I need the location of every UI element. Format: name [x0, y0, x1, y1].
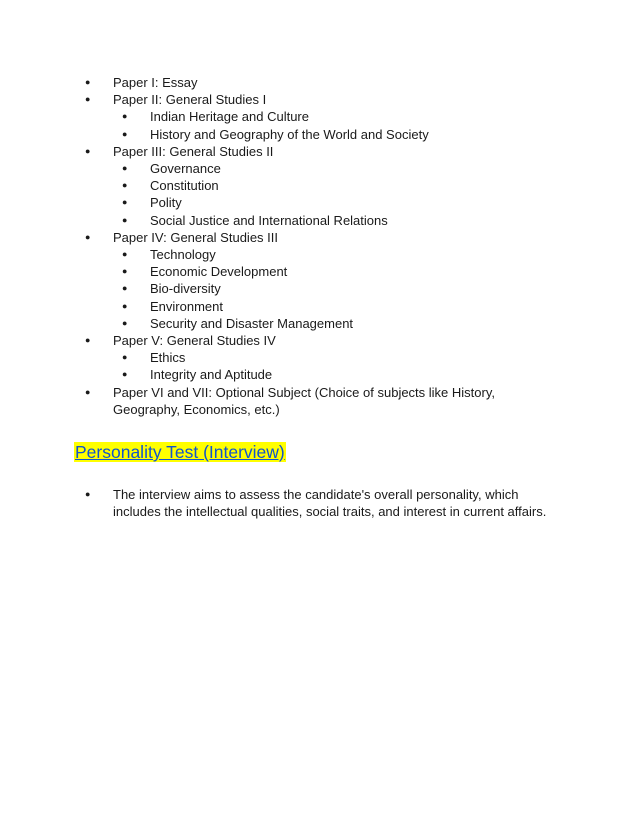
sublist-item: [121, 126, 564, 143]
sublist-paper-2: [84, 108, 564, 142]
list-item-paper-3: [84, 143, 564, 160]
list-item-label: Paper I: Essay: [113, 75, 198, 90]
syllabus-list: [84, 74, 564, 418]
list-item-label: Paper V: General Studies IV: [113, 333, 276, 349]
list-item-paper-5: [84, 332, 564, 349]
list-item-paper-2: [84, 91, 564, 108]
list-item-paper-4: [84, 229, 564, 246]
sublist-item-label: Integrity and Aptitude: [150, 367, 273, 383]
sublist-item-label: Indian Heritage and Culture: [150, 109, 309, 125]
interview-list: [84, 486, 564, 520]
sublist-item-label: Bio-diversity: [150, 281, 221, 297]
sublist-item: [121, 366, 564, 383]
sublist-item: [121, 298, 564, 315]
sublist-item-label: Ethics: [150, 350, 186, 366]
sublist-item: [121, 246, 564, 263]
list-item-label: Paper VI and VII: Optional Subject (Choice of subjects like History, Geography, Economics, etc.): [113, 384, 495, 417]
list-item-paper-1: [84, 74, 564, 91]
sublist-paper-5: [84, 349, 564, 383]
sublist: [84, 349, 564, 383]
sublist-item: [121, 212, 564, 229]
sublist-item: [121, 160, 564, 177]
sublist-item: [121, 263, 564, 280]
sublist-item: [121, 194, 564, 211]
section-heading: [74, 441, 286, 464]
sublist-item-label: Social Justice and International Relations: [150, 212, 388, 228]
sublist-item-label: History and Geography of the World and Society: [150, 126, 429, 142]
sublist-item: [121, 315, 564, 332]
sublist-item-label: Governance: [150, 161, 221, 177]
sublist-item-label: Security and Disaster Management: [150, 315, 354, 331]
sublist: [84, 160, 564, 229]
sublist-paper-3: [84, 160, 564, 229]
sublist-paper-4: [84, 246, 564, 332]
sublist-item-label: Constitution: [150, 178, 219, 194]
list-item-label: Paper III: General Studies II: [113, 143, 274, 159]
sublist-item-label: Technology: [150, 247, 216, 263]
sublist-item: [121, 349, 564, 366]
list-item: [84, 486, 564, 520]
heading-link[interactable]: Personality Test (Interview): [75, 442, 285, 462]
sublist-item: [121, 280, 564, 297]
sublist-item: [121, 108, 564, 125]
sublist: [84, 108, 564, 142]
list-item-label: Paper IV: General Studies III: [113, 229, 278, 245]
sublist: [84, 246, 564, 332]
list-item-paper-6-7: [84, 384, 564, 418]
list-item-label: The interview aims to assess the candidate's overall personality, which includes the intellectual qualities, social traits, and interest in current affairs.: [113, 487, 547, 520]
sublist-item: [121, 177, 564, 194]
list-item-label: Paper II: General Studies I: [113, 92, 267, 108]
sublist-item-label: Economic Development: [150, 264, 288, 280]
sublist-item-label: Environment: [150, 298, 223, 314]
sublist-item-label: Polity: [150, 195, 182, 211]
